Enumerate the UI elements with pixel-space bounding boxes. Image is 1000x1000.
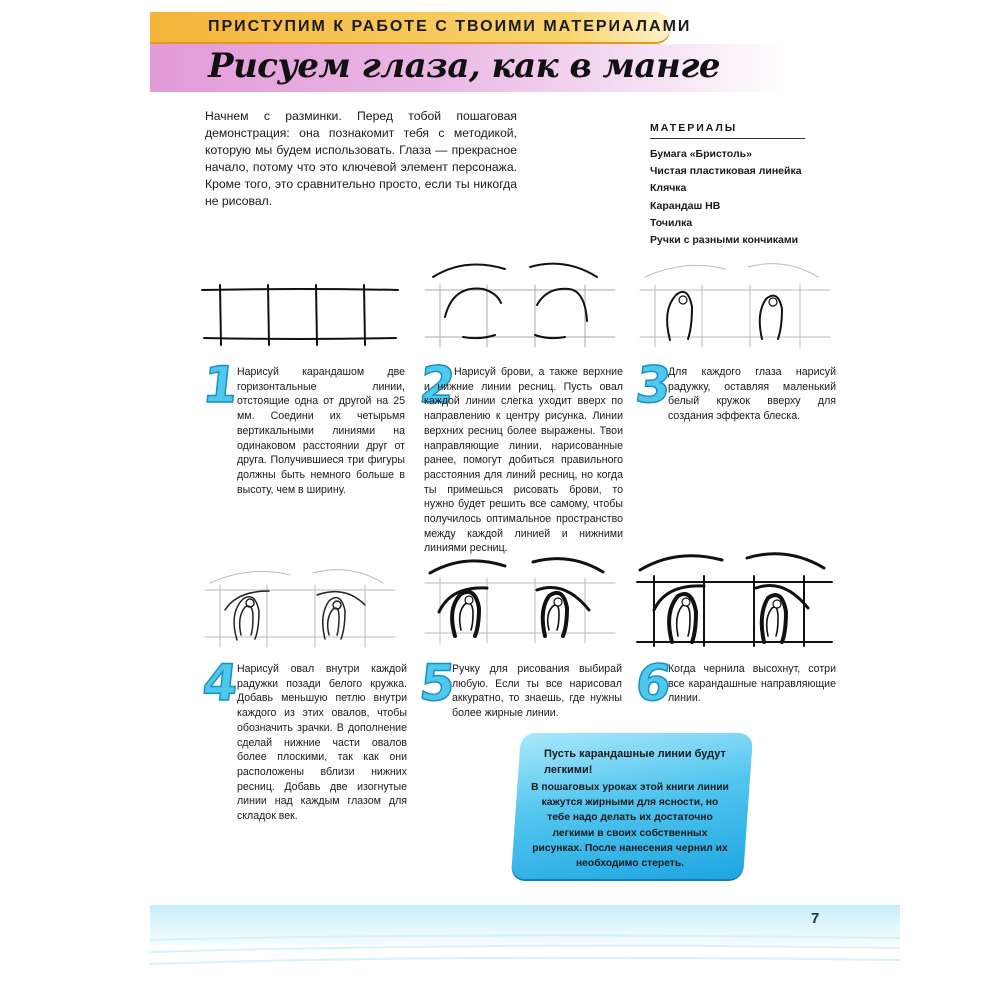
step-5-text: Ручку для рисования выбирай любую. Если ты все нарисовал аккуратно, то знаешь, где нужны более жирные линии. [452,663,622,720]
materials-item: Бумага «Бристоль» [650,148,752,160]
step-1-illustration [200,275,400,350]
step-6-illustration [632,540,837,650]
footer-decoration [150,930,900,980]
step-6-text: Когда чернила высохнут, сотри все карандашные направляющие линии. [668,663,836,705]
materials-item: Ручки с разными кончиками [650,234,799,247]
step-1-number: 1 [199,356,241,414]
step-3-text: Для каждого глаза нарисуй радужку, оставляя маленький белый кружок вверху для создания эффекта блеска. [668,366,836,423]
page-number: 7 [811,910,820,927]
intro-paragraph: Начнем с разминки. Перед тобой пошаговая демонстрация: она познакомит тебя с методикой, которую мы будем использовать. Глаза — прекрасное начало, потому что это ключевой элемент персонажа. Кроме того, это сравнительно просто, если ты никогда не рисовал. [205,109,517,208]
tip-text: В пошаговых уроках этой книги линии кажутся жирными для ясности, но тебе надо делать их достаточно легкими в своих собственных рисунках. После нанесения чернил их необходимо стереть. [531,782,729,870]
materials-title: МАТЕРИАЛЫ [650,122,738,134]
page-title: Рисуем глаза, как в манге [208,46,721,86]
materials-item: Клячка [650,182,687,195]
step-4-number: 4 [199,654,241,712]
step-1-text: Нарисуй карандашом две горизонтальные линии, отстоящие одна от другой на 25 мм. Соедини их четырьмя вертикальными линиями на одинаковом расстоянии друг от друга. Получившиеся три фигуры должны быть немного больше в высоту, чем в ширину. [237,366,405,496]
step-2-illustration [425,255,615,355]
step-3-number: 3 [632,356,674,414]
step-2-text: Нарисуй брови, а также верхние и нижние линии ресниц. Пусть овал каждой линии слегка уходит вверх по направлению к центру рисунка. Линии верхних ресниц более выражены. Твои направляющие линии, нарисованные ранее, помогут добиться правильного расстояния для линий ресниц, но когда ты примешься рисовать брови, то нужно будет решить все самому, чтобы получилось оптимальное пространство между каждой линией и нижними линиями ресниц. [424,366,623,555]
step-4-text: Нарисуй овал внутри каждой радужки позади белого кружка. Добавь меньшую петлю внутри каждого из этих овалов, чтобы обозначить зрачки. В дополнение сделай нижние части овалов более плоскими, так как они расположены вблизи нижних ресниц. Добавь две изогнутые линии над каждым глазом для складок век. [237,663,407,823]
step-5-number: 5 [416,654,458,712]
step-3-illustration [640,255,830,355]
materials-item: Чистая пластиковая линейка [650,165,802,178]
materials-item: Точилка [650,216,693,229]
step-5-illustration [425,548,615,648]
section-header: ПРИСТУПИМ К РАБОТЕ С ТВОИМИ МАТЕРИАЛАМИ [208,18,692,35]
step-6-number: 6 [632,654,674,712]
materials-divider [650,138,805,139]
materials-list [650,146,802,249]
step-2-number: 2 [416,356,458,414]
materials-item: Карандаш НВ [650,199,721,212]
tip-title: Пусть карандашные линии будут легкими! [544,748,726,776]
step-4-illustration [205,555,395,655]
